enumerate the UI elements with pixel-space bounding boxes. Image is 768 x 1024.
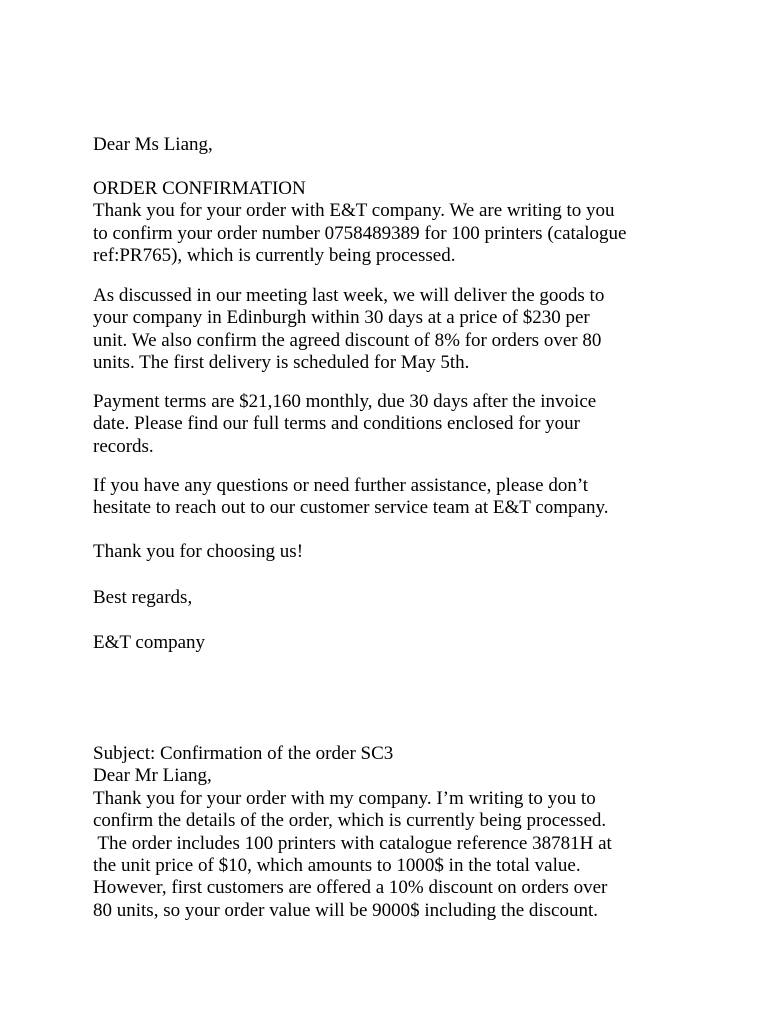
letter1-paragraph-3 (93, 391, 723, 458)
letter1-paragraph-4 (93, 475, 723, 520)
para2-line: unit. We also confirm the agreed discount of 8% for orders over 80 (93, 329, 602, 351)
para2-line: your company in Edinburgh within 30 days at a price of $230 per (93, 307, 590, 329)
letter1-closing (93, 587, 723, 609)
letter2-body-line: However, first customers are offered a 10% discount on orders over (93, 877, 608, 899)
letter1-salutation (93, 134, 723, 156)
para1-line: Thank you for your order with E&T company. We are writing to you (93, 200, 615, 222)
letter1-heading-and-intro (93, 178, 723, 268)
letter2-body-line: the unit price of $10, which amounts to 1000$ in the total value. (93, 854, 581, 876)
letter2-body-line: 80 units, so your order value will be 9000$ including the discount. (93, 899, 599, 921)
para2-line: As discussed in our meeting last week, we will deliver the goods to (93, 285, 605, 306)
salutation-line: Dear Ms Liang, (93, 134, 213, 155)
letter1-paragraph-2 (93, 285, 723, 375)
letter2 (93, 743, 723, 922)
para1-line: to confirm your order number 0758489389 for 100 printers (catalogue (93, 222, 627, 244)
para4-line: If you have any questions or need further assistance, please don’t (93, 475, 589, 496)
para3-line: date. Please find our full terms and conditions enclosed for your (93, 413, 581, 435)
letter2-body-line: confirm the details of the order, which is currently being processed. (93, 810, 607, 832)
para2-line: units. The first delivery is scheduled for May 5th. (93, 352, 470, 374)
letter2-body-line: The order includes 100 printers with catalogue reference 38781H at (93, 832, 612, 854)
para4-line: hesitate to reach out to our customer service team at E&T company. (93, 497, 609, 519)
letter2-body-line: Thank you for your order with my company. I’m writing to you to (93, 787, 596, 809)
salutation-line: Dear Mr Liang, (93, 765, 212, 787)
order-confirmation-heading: ORDER CONFIRMATION (93, 178, 306, 199)
subject-line: Subject: Confirmation of the order SC3 (93, 743, 394, 764)
letter1-signature (93, 632, 723, 654)
thanks-line: Thank you for choosing us! (93, 541, 304, 562)
para3-line: Payment terms are $21,160 monthly, due 30 days after the invoice (93, 391, 597, 412)
letter1-thanks (93, 541, 723, 563)
para1-line: ref:PR765), which is currently being processed. (93, 245, 456, 267)
closing-line: Best regards, (93, 587, 193, 608)
para3-line: records. (93, 435, 154, 457)
signature-line: E&T company (93, 632, 206, 653)
